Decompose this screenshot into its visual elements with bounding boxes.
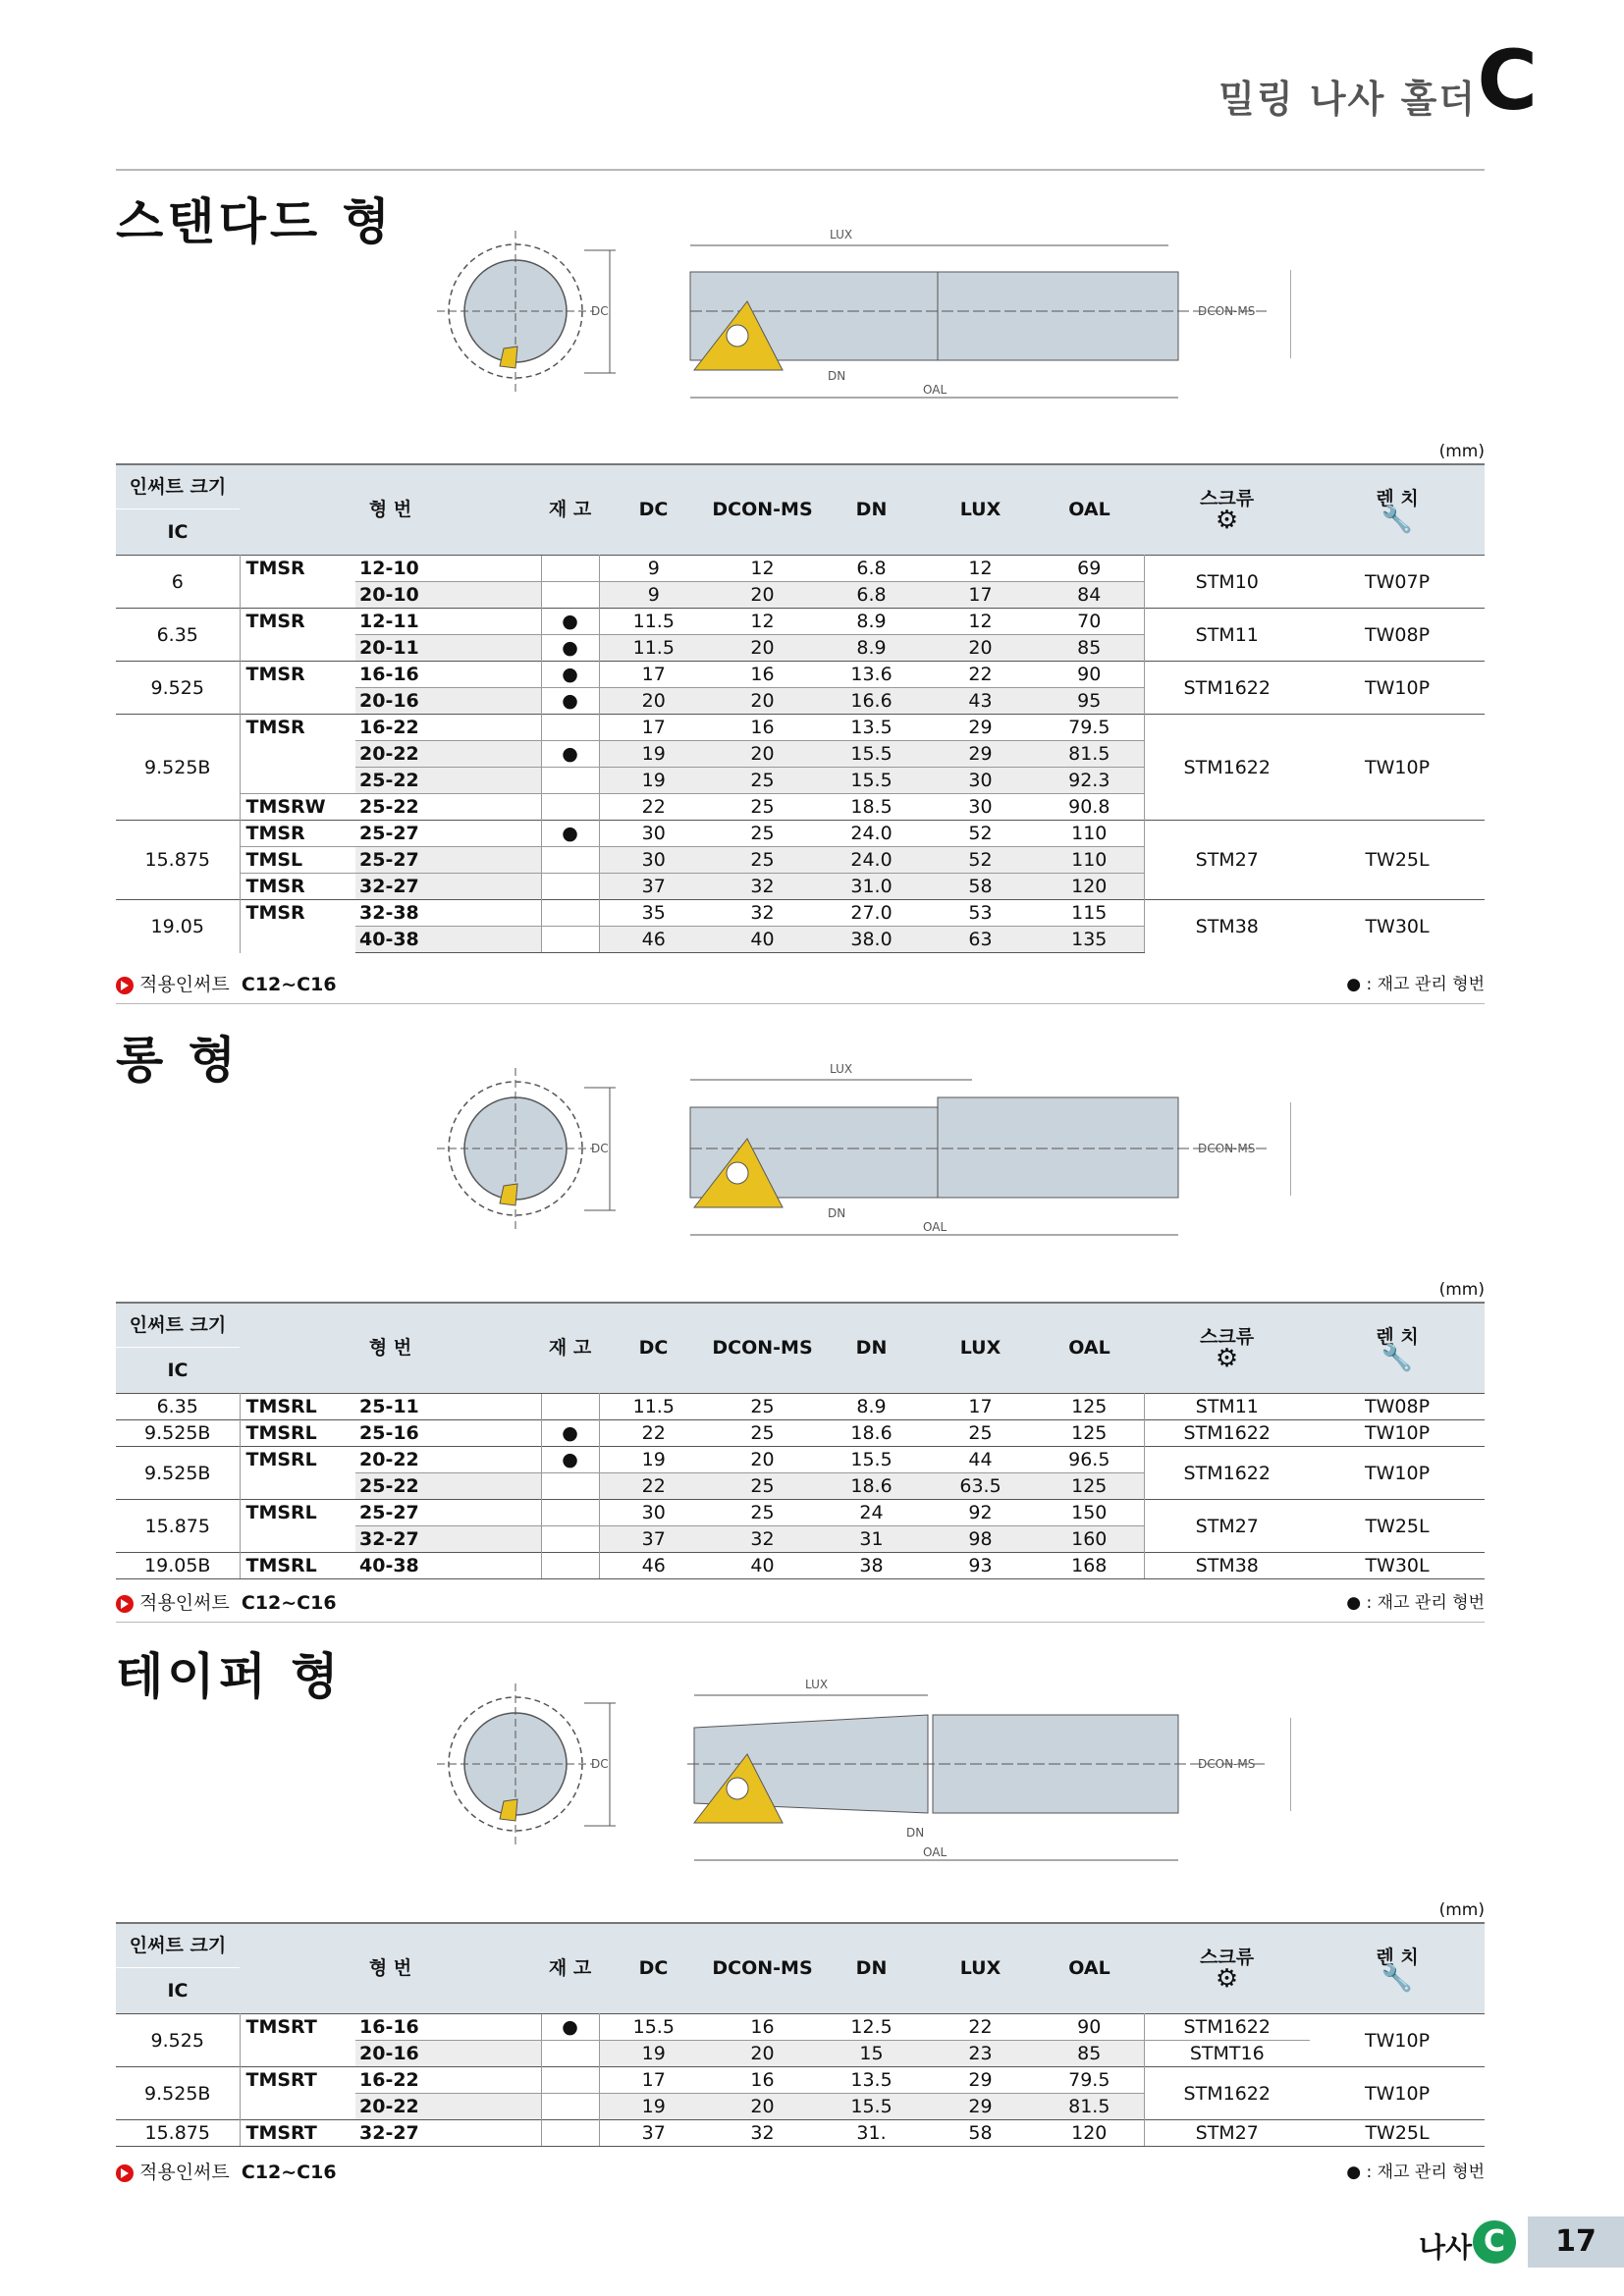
stock-legend: ● : 재고 관리 형번 bbox=[1346, 2163, 1485, 2182]
unit-label: (mm) bbox=[1438, 1900, 1485, 1920]
col-screw: 스크류 ⚙ bbox=[1144, 1923, 1310, 2014]
col-dn: DN bbox=[817, 1923, 926, 2014]
col-model: 형 번 bbox=[240, 464, 541, 556]
col-dc: DC bbox=[599, 464, 708, 556]
col-ic: IC bbox=[116, 509, 240, 556]
col-stock: 재 고 bbox=[541, 464, 599, 556]
unit-label: (mm) bbox=[1438, 1280, 1485, 1300]
svg-text:OAL: OAL bbox=[923, 1845, 947, 1859]
divider bbox=[116, 169, 1485, 171]
stock-legend: ● : 재고 관리 형번 bbox=[1346, 1593, 1485, 1613]
svg-text:DN: DN bbox=[906, 1826, 925, 1840]
wrench-icon: 🔧 bbox=[1380, 1963, 1414, 1994]
svg-text:DC: DC bbox=[591, 304, 609, 318]
divider bbox=[116, 1003, 1485, 1004]
screw-icon: ⚙ bbox=[1215, 1963, 1239, 1994]
standard-spec-table: 인써트 크기 형 번 재 고 DC DCON-MS DN LUX OAL 스크류 ⚙ 렌 치 🔧 IC 6 TMSR 12-10 9 12 6.8 12 69 STM10 TW07P 20-10 9 20 6.8 17 84 6.35 TMSR 12-11 ● 11.5 12 8.9 12 70 STM11 TW08P 20-11 ● 11.5 20 8.9 20 85 9.525 TMSR 16-16 ● 17 16 13.6 22 90 STM1622 TW10P 20-16 ● 20 20 16.6 43 95 9.525B TMSR 16-22 17 16 13.5 29 79.5 STM1622 TW10P 20-22 ● 19 20 15.5 29 81.5 25-22 19 25 15.5 30 92.3 TMSRW 25-22 22 25 18.5 30 90.8 15.875 TMSR 25-27 ● 30 25 24.0 52 110 STM27 TW25L TMSL 25-27 30 25 24.0 52 110 TMSR 32-27 37 32 31.0 58 120 19.05 TMSR 32-38 35 32 27.0 53 115 STM38 TW30L 40-38 46 40 38.0 63 135 bbox=[116, 463, 1485, 953]
unit-label: (mm) bbox=[1438, 442, 1485, 461]
col-dn: DN bbox=[817, 464, 926, 556]
col-screw: 스크류 ⚙ bbox=[1144, 464, 1310, 556]
long-spec-table: 인써트 크기 형 번 재 고 DC DCON-MS DN LUX OAL 스크류 ⚙ 렌 치 🔧 IC 6.35 TMSRL 25-11 11.5 25 8.9 17 125 STM11 TW08P 9.525B TMSRL 25-16 ● 22 25 18.6 25 125 STM1622 TW10P 9.525B TMSRL 20-22 ● 19 20 15.5 44 96.5 STM1622 TW10P 25-22 22 25 18.6 63.5 125 15.875 TMSRL 25-27 30 25 24 92 150 STM27 TW25L 32-27 37 32 31 98 160 19.05B TMSRL 40-38 46 40 38 93 168 STM38 TW30L bbox=[116, 1302, 1485, 1579]
col-insert-size: 인써트 크기 bbox=[116, 464, 240, 509]
col-oal: OAL bbox=[1035, 1303, 1144, 1394]
col-model: 형 번 bbox=[240, 1303, 541, 1394]
applicable-insert: 적용인써트 C12~C16 bbox=[116, 970, 337, 996]
col-oal: OAL bbox=[1035, 464, 1144, 556]
col-stock: 재 고 bbox=[541, 1303, 599, 1394]
svg-text:LUX: LUX bbox=[830, 1062, 853, 1076]
footer-badge: C bbox=[1473, 2220, 1516, 2264]
page-number: 17 bbox=[1528, 2216, 1624, 2268]
section-letter: C bbox=[1477, 32, 1538, 129]
col-wrench: 렌 치 🔧 bbox=[1310, 464, 1485, 556]
col-dn: DN bbox=[817, 1303, 926, 1394]
svg-text:DC: DC bbox=[591, 1142, 609, 1155]
svg-text:OAL: OAL bbox=[923, 1220, 947, 1234]
col-lux: LUX bbox=[926, 1923, 1035, 2014]
col-dcon: DCON-MS bbox=[708, 1303, 817, 1394]
col-lux: LUX bbox=[926, 1303, 1035, 1394]
col-lux: LUX bbox=[926, 464, 1035, 556]
svg-text:DN: DN bbox=[828, 1206, 846, 1220]
svg-text:DCON-MS: DCON-MS bbox=[1198, 1142, 1256, 1155]
section-title: 밀링 나사 홀더 bbox=[1218, 78, 1477, 121]
svg-text:OAL: OAL bbox=[923, 383, 947, 397]
applicable-insert: 적용인써트 C12~C16 bbox=[116, 1588, 337, 1615]
svg-text:DC: DC bbox=[591, 1757, 609, 1771]
col-insert-size: 인써트 크기 bbox=[116, 1303, 240, 1348]
wrench-icon: 🔧 bbox=[1380, 505, 1414, 535]
screw-icon: ⚙ bbox=[1215, 505, 1239, 535]
taper-spec-table: 인써트 크기 형 번 재 고 DC DCON-MS DN LUX OAL 스크류 ⚙ 렌 치 🔧 IC 9.525 TMSRT 16-16 ● 15.5 16 12.5 22 90 STM1622 TW10P 20-16 19 20 15 23 85 STMT16 9.525B TMSRT 16-22 17 16 13.5 29 79.5 STM1622 TW10P 20-22 19 20 15.5 29 81.5 15.875 TMSRT 32-27 37 32 31. 58 120 STM27 TW25L bbox=[116, 1922, 1485, 2147]
col-wrench: 렌 치 🔧 bbox=[1310, 1303, 1485, 1394]
col-dc: DC bbox=[599, 1923, 708, 2014]
col-oal: OAL bbox=[1035, 1923, 1144, 2014]
col-ic: IC bbox=[116, 1348, 240, 1394]
col-dc: DC bbox=[599, 1303, 708, 1394]
taper-holder-diagram bbox=[437, 1674, 1291, 1865]
svg-text:LUX: LUX bbox=[805, 1678, 829, 1691]
divider bbox=[116, 1622, 1485, 1623]
col-ic: IC bbox=[116, 1968, 240, 2014]
wrench-icon: 🔧 bbox=[1380, 1343, 1414, 1373]
col-insert-size: 인써트 크기 bbox=[116, 1923, 240, 1968]
svg-text:DCON-MS: DCON-MS bbox=[1198, 1757, 1256, 1771]
long-type-title: 롱 형 bbox=[116, 1032, 241, 1089]
col-stock: 재 고 bbox=[541, 1923, 599, 2014]
arrow-icon bbox=[116, 2164, 134, 2182]
arrow-icon bbox=[116, 1595, 134, 1613]
stock-legend: ● : 재고 관리 형번 bbox=[1346, 975, 1485, 994]
arrow-icon bbox=[116, 977, 134, 994]
svg-text:DN: DN bbox=[828, 369, 846, 383]
standard-type-title: 스탠다드 형 bbox=[116, 193, 394, 250]
footer-label: 나사 bbox=[1419, 2231, 1473, 2264]
svg-text:LUX: LUX bbox=[830, 228, 853, 241]
long-holder-diagram bbox=[437, 1058, 1291, 1240]
applicable-insert: 적용인써트 C12~C16 bbox=[116, 2158, 337, 2184]
col-screw: 스크류 ⚙ bbox=[1144, 1303, 1310, 1394]
standard-holder-diagram bbox=[437, 221, 1291, 402]
col-dcon: DCON-MS bbox=[708, 464, 817, 556]
col-wrench: 렌 치 🔧 bbox=[1310, 1923, 1485, 2014]
svg-text:DCON-MS: DCON-MS bbox=[1198, 304, 1256, 318]
col-dcon: DCON-MS bbox=[708, 1923, 817, 2014]
taper-type-title: 테이퍼 형 bbox=[116, 1648, 343, 1705]
col-model: 형 번 bbox=[240, 1923, 541, 2014]
screw-icon: ⚙ bbox=[1215, 1343, 1239, 1373]
